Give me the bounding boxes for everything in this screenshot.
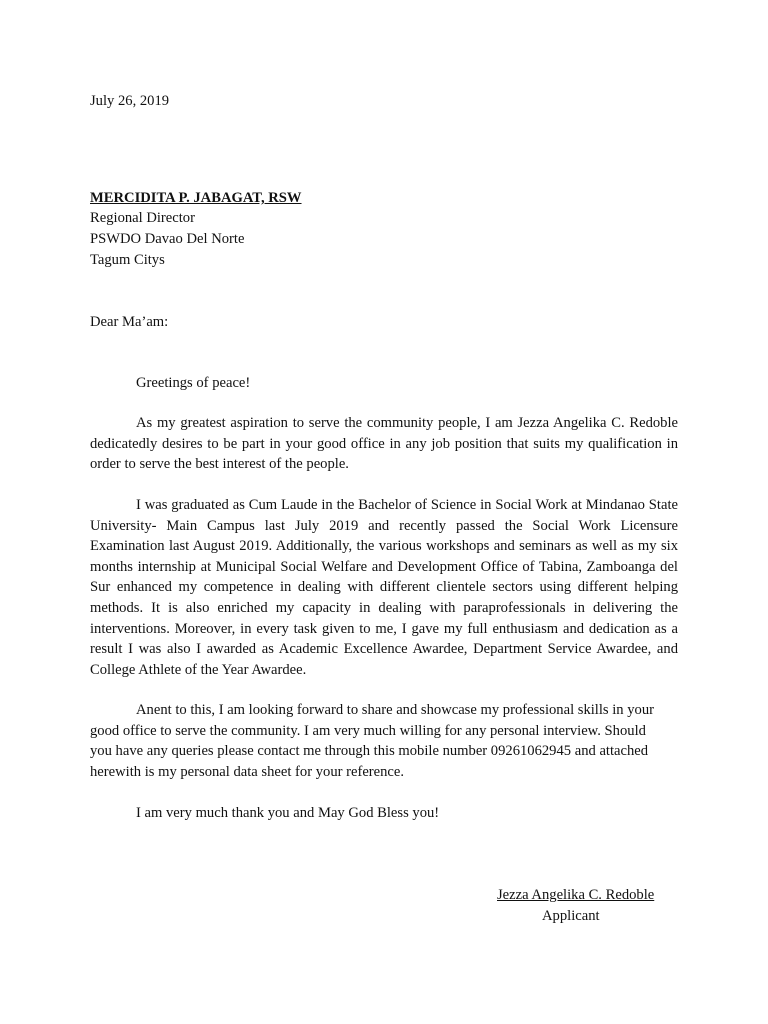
signature-title: Applicant — [542, 908, 600, 924]
body-paragraph-1: As my greatest aspiration to serve the community people, I am Jezza Angelika C. Redoble dedicatedly desires to be part in your good office in any job position that suits my qualification in order to serve the best interest of the people. — [90, 415, 678, 473]
signature-name: Jezza Angelika C. Redoble — [497, 887, 655, 903]
body-paragraph-3: Anent to this, I am looking forward to share and showcase my professional skills in your good office to serve the community. I am very much willing for any personal interview. Should you have any queries please contact me through this mobile number 09261062945 and attached herewith is my personal data sheet for your reference. — [90, 702, 654, 780]
body-paragraph-2: I was graduated as Cum Laude in the Bachelor of Science in Social Work at Mindanao State University- Main Campus last July 2019 and recently passed the Social Work Licensure Examination last August 2019. Additionally, the various workshops and seminars as well as my six months internship at Municipal Social Welfare and Development Office of Tabina, Zamboanga del Sur enhanced my competence in dealing with different clientele sectors using different helping methods. It is also enriched my capacity in dealing with paraprofessionals in delivering the interventions. Moreover, in every task given to me, I gave my full enthusiasm and dedication as a result I was also I awarded as Academic Excellence Awardee, Department Service Awardee, and College Athlete of the Year Awardee. — [90, 497, 678, 678]
recipient-name: MERCIDITA P. JABAGAT, RSW — [90, 190, 302, 206]
recipient-city: Tagum Citys — [90, 252, 165, 268]
recipient-title: Regional Director — [90, 210, 195, 226]
letter-date: July 26, 2019 — [90, 93, 170, 109]
recipient-office: PSWDO Davao Del Norte — [90, 231, 245, 247]
salutation: Dear Ma’am: — [90, 314, 169, 330]
greeting: Greetings of peace! — [136, 375, 251, 391]
closing-line: I am very much thank you and May God Bless you! — [136, 805, 440, 821]
